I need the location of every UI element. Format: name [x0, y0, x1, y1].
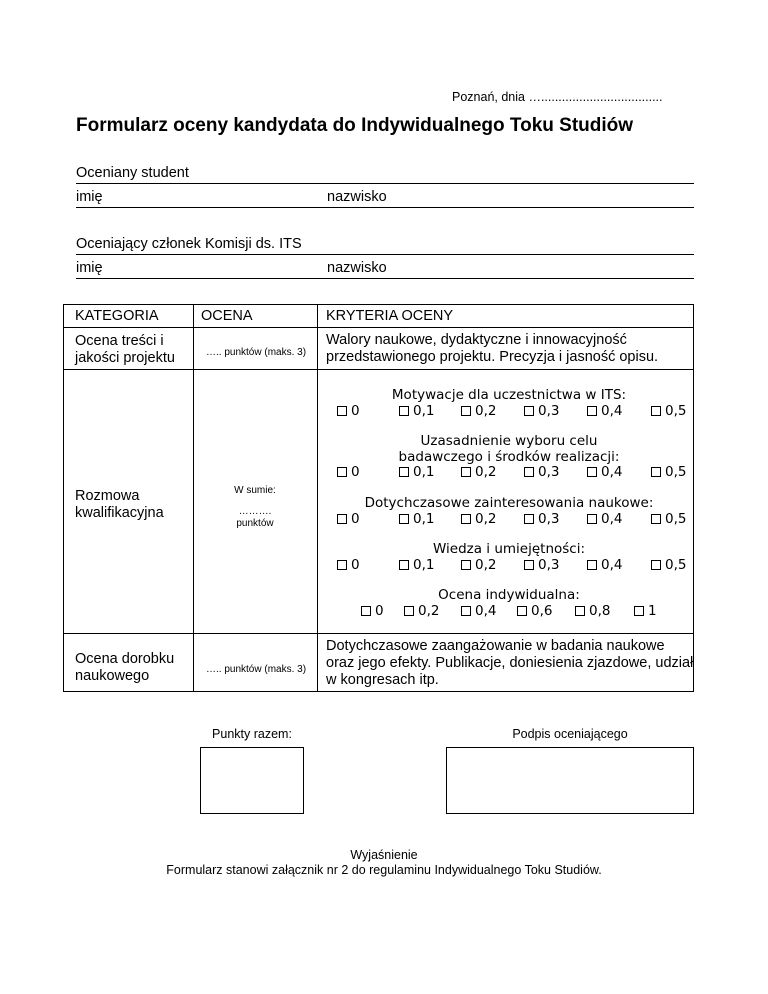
checkbox-icon [587, 467, 597, 477]
checkbox-icon [587, 406, 597, 416]
row1-criteria: Walory naukowe, dydaktyczne i innowacyjność przedstawionego projektu. Precyzja i jasność opisu. [326, 332, 659, 365]
score-checkbox[interactable]: 0,4 [587, 557, 622, 573]
criterion-title: Uzasadnienie wyboru celu badawczego i środków realizacji: [398, 433, 620, 465]
header-criteria: KRYTERIA OCENY [326, 308, 454, 324]
score-checkbox[interactable]: 0,4 [587, 403, 622, 419]
evaluator-bottom-divider [76, 278, 694, 279]
score-checkbox[interactable]: 0,4 [461, 603, 496, 619]
score-checkbox[interactable]: 0 [337, 464, 360, 480]
checkbox-icon [575, 606, 585, 616]
checkbox-icon [587, 560, 597, 570]
checkbox-icon [461, 560, 471, 570]
checkbox-icon [461, 514, 471, 524]
row3-score-field[interactable]: ….. punktów (maks. 3) [206, 664, 307, 675]
row3-criteria: Dotychczasowe zaangażowanie w badania naukowe oraz jego efekty. Publikacje, doniesienia zjazdowe, udział w kongresach itp. [326, 638, 694, 688]
checkbox-icon [399, 560, 409, 570]
checkbox-icon [524, 514, 534, 524]
checkbox-icon [524, 467, 534, 477]
checkbox-icon [461, 406, 471, 416]
evaluator-divider [76, 254, 694, 255]
checkbox-icon [337, 514, 347, 524]
score-checkbox[interactable]: 0 [361, 603, 384, 619]
row3-category: Ocena dorobku naukowego [75, 651, 175, 684]
score-checkbox[interactable]: 0,2 [461, 511, 496, 527]
student-bottom-divider [76, 207, 694, 208]
footer-heading: Wyjaśnienie [350, 848, 418, 862]
student-last-name-field[interactable]: nazwisko [327, 189, 387, 205]
score-checkbox[interactable]: 0 [337, 511, 360, 527]
form-title: Formularz oceny kandydata do Indywidualnego Toku Studiów [76, 115, 634, 136]
checkbox-icon [361, 606, 371, 616]
checkbox-icon [651, 514, 661, 524]
total-points-box[interactable] [200, 747, 304, 814]
score-checkbox[interactable]: 0,2 [461, 557, 496, 573]
row2-category: Rozmowa kwalifikacyjna [75, 488, 164, 521]
row1-score-field[interactable]: ….. punktów (maks. 3) [206, 347, 307, 358]
checkbox-icon [404, 606, 414, 616]
score-checkbox[interactable]: 1 [634, 603, 657, 619]
checkbox-icon [651, 560, 661, 570]
evaluation-table [63, 304, 694, 692]
score-checkbox[interactable]: 0,1 [399, 464, 434, 480]
criterion-title: Motywacje dla uczestnictwa w ITS: [391, 387, 627, 403]
score-checkbox[interactable]: 0,5 [651, 464, 686, 480]
score-checkbox[interactable]: 0 [337, 557, 360, 573]
score-checkbox[interactable]: 0,2 [461, 403, 496, 419]
place-date-line: Poznań, dnia …................................... [452, 90, 663, 104]
signature-box[interactable] [446, 747, 694, 814]
row1-category: Ocena treści i jakości projektu [75, 333, 175, 366]
score-checkbox[interactable]: 0,3 [524, 511, 559, 527]
student-divider [76, 183, 694, 184]
student-section-label: Oceniany student [76, 165, 189, 181]
header-score: OCENA [201, 308, 253, 324]
checkbox-icon [651, 406, 661, 416]
score-checkbox[interactable]: 0 [337, 403, 360, 419]
score-checkbox[interactable]: 0,5 [651, 557, 686, 573]
evaluator-section-label: Oceniający członek Komisji ds. ITS [76, 236, 302, 252]
checkbox-icon [337, 406, 347, 416]
score-checkbox[interactable]: 0,1 [399, 511, 434, 527]
checkbox-icon [399, 406, 409, 416]
score-checkbox[interactable]: 0,3 [524, 403, 559, 419]
checkbox-icon [524, 560, 534, 570]
checkbox-icon [337, 560, 347, 570]
score-checkbox[interactable]: 0,4 [587, 511, 622, 527]
checkbox-icon [524, 406, 534, 416]
criterion-title: Ocena indywidualna: [438, 587, 580, 603]
evaluator-last-name-field[interactable]: nazwisko [327, 260, 387, 276]
score-checkbox[interactable]: 0,5 [651, 403, 686, 419]
checkbox-icon [651, 467, 661, 477]
score-checkbox[interactable]: 0,4 [587, 464, 622, 480]
evaluator-first-name-field[interactable]: imię [76, 260, 103, 276]
checkbox-icon [517, 606, 527, 616]
student-first-name-field[interactable]: imię [76, 189, 103, 205]
header-category: KATEGORIA [75, 308, 159, 324]
criterion-title: Wiedza i umiejętności: [432, 541, 586, 557]
criterion-title: Dotychczasowe zainteresowania naukowe: [364, 495, 654, 511]
row2-score-field[interactable]: ………. [238, 506, 272, 517]
checkbox-icon [461, 467, 471, 477]
checkbox-icon [461, 606, 471, 616]
signature-label: Podpis oceniającego [512, 727, 628, 741]
score-checkbox[interactable]: 0,1 [399, 403, 434, 419]
score-checkbox[interactable]: 0,3 [524, 464, 559, 480]
footer-note: Formularz stanowi załącznik nr 2 do regulaminu Indywidualnego Toku Studiów. [166, 863, 602, 877]
checkbox-icon [587, 514, 597, 524]
checkbox-icon [399, 514, 409, 524]
checkbox-icon [399, 467, 409, 477]
score-checkbox[interactable]: 0,2 [461, 464, 496, 480]
score-checkbox[interactable]: 0,8 [575, 603, 610, 619]
row2-score-label: W sumie: [234, 485, 276, 496]
score-checkbox[interactable]: 0,6 [517, 603, 552, 619]
checkbox-icon [634, 606, 644, 616]
score-checkbox[interactable]: 0,2 [404, 603, 439, 619]
row2-score-unit: punktów [236, 518, 274, 529]
score-checkbox[interactable]: 0,1 [399, 557, 434, 573]
checkbox-icon [337, 467, 347, 477]
score-checkbox[interactable]: 0,5 [651, 511, 686, 527]
score-checkbox[interactable]: 0,3 [524, 557, 559, 573]
total-points-label: Punkty razem: [212, 727, 292, 741]
